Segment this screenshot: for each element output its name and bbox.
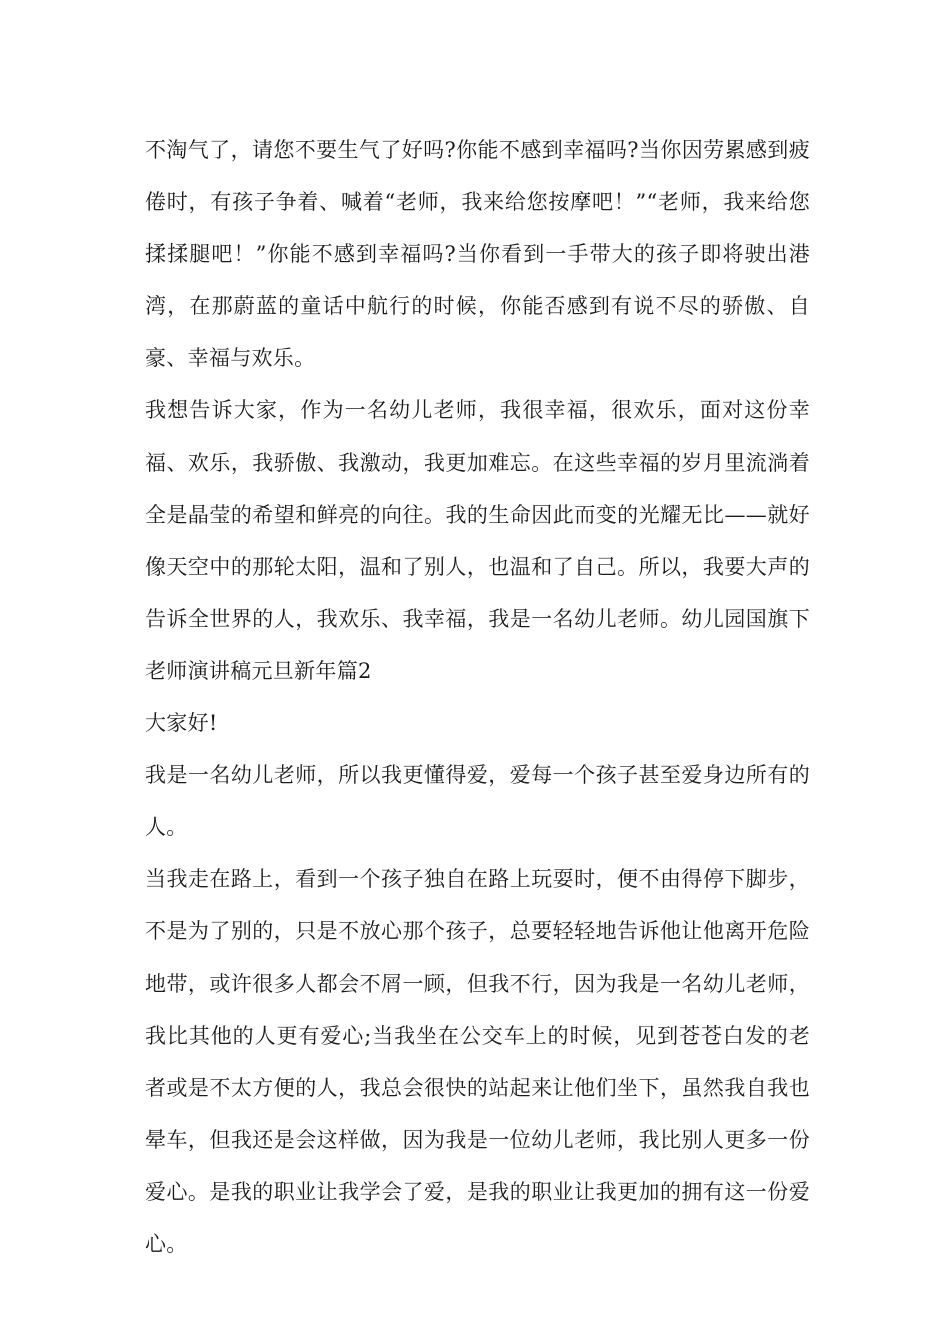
paragraph: 不淘气了，请您不要生气了好吗?你能不感到幸福吗?当你因劳累感到疲倦时，有孩子争着、喊着“老师，我来给您按摩吧！”“老师，我来给您揉揉腿吧！”你能不感到幸福吗?当你看到一手带大的孩子即将驶出港湾，在那蔚蓝的童话中航行的时候，你能否感到有说不尽的骄傲、自豪、幸福与欢乐。 xyxy=(145,138,810,371)
paragraph: 大家好! xyxy=(145,711,218,736)
paragraph: 我想告诉大家，作为一名幼儿老师，我很幸福，很欢乐，面对这份幸福、欢乐，我骄傲、我激动，我更加难忘。在这些幸福的岁月里流淌着全是晶莹的希望和鲜亮的向往。我的生命因此而变的光耀无比——就好像天空中的那轮太阳，温和了别人，也温和了自己。所以，我要大声的告诉全世界的人，我欢乐、我幸福，我是一名幼儿老师。幼儿园国旗下老师演讲稿元旦新年篇2 xyxy=(145,398,810,683)
document-body xyxy=(145,124,810,1270)
paragraph: 当我走在路上，看到一个孩子独自在路上玩耍时，便不由得停下脚步，不是为了别的，只是不放心那个孩子，总要轻轻地告诉他让他离开危险地带，或许很多人都会不屑一顾，但我不行，因为我是一名幼儿老师，我比其他的人更有爱心;当我坐在公交车上的时候，见到苍苍白发的老者或是不太方便的人，我总会很快的站起来让他们坐下，虽然我自我也晕车，但我还是会这样做，因为我是一位幼儿老师，我比别人更多一份爱心。是我的职业让我学会了爱，是我的职业让我更加的拥有这一份爱心。 xyxy=(145,867,810,1256)
paragraph: 我是一名幼儿老师，所以我更懂得爱，爱每一个孩子甚至爱身边所有的人。 xyxy=(145,763,810,840)
